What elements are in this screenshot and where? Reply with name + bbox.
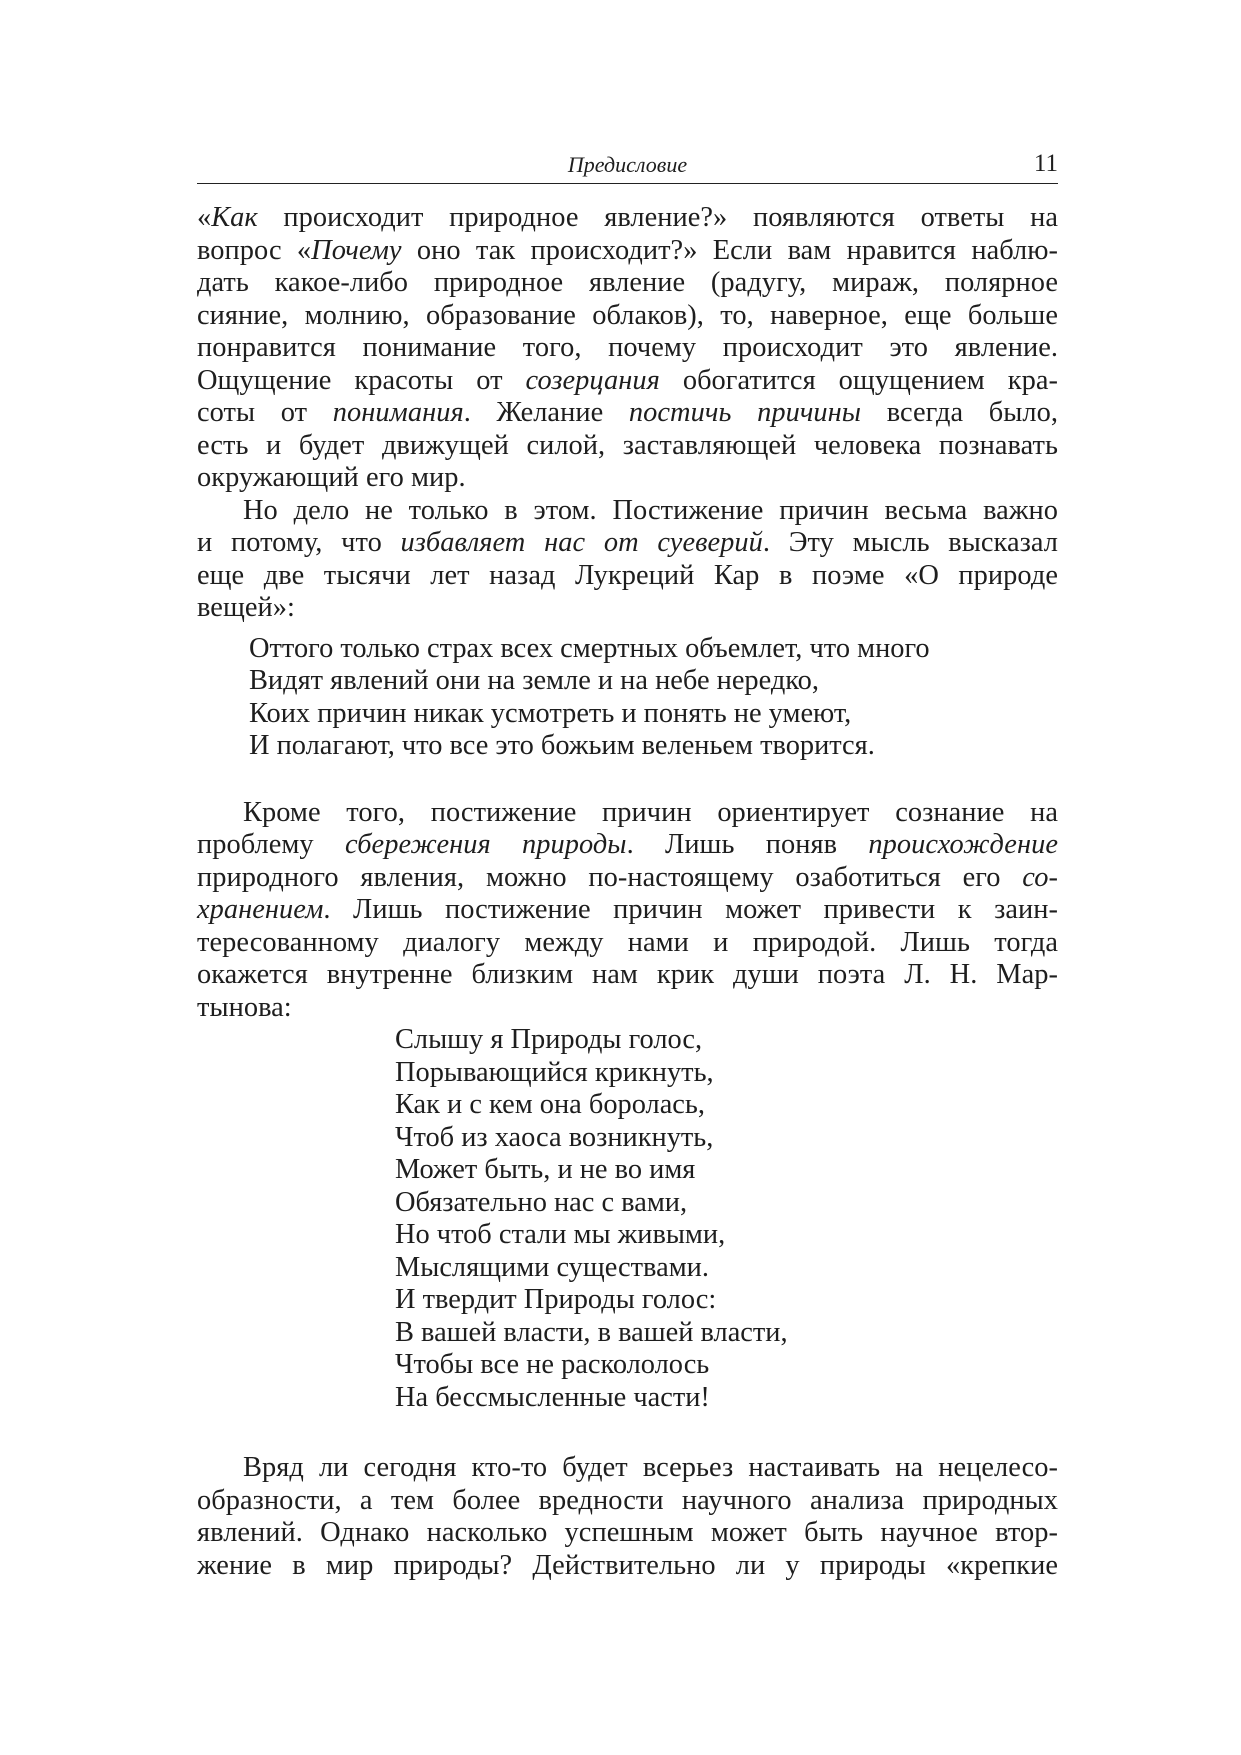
text-line xyxy=(197,797,1058,830)
text-line xyxy=(197,959,1058,992)
text-line xyxy=(197,927,1058,960)
text-line xyxy=(197,829,1058,862)
text-run: еще две тысячи лет назад Лукреций Кар в поэме «О природе xyxy=(197,559,1058,591)
text-line xyxy=(197,1550,1058,1583)
text-line xyxy=(197,332,1058,365)
verse-martynov xyxy=(395,1024,1058,1414)
text-line xyxy=(197,1452,1058,1485)
paragraph-4 xyxy=(197,1452,1058,1582)
text-line xyxy=(197,992,1058,1025)
verse-line: И полагают, что все это божьим веленьем творится. xyxy=(249,730,875,761)
text-line xyxy=(197,365,1058,398)
verse-line: В вашей власти, в вашей власти, xyxy=(395,1316,788,1348)
text-line xyxy=(197,560,1058,593)
text-run: явлений. Однако насколько успешным может быть научное втор- xyxy=(197,1517,1058,1548)
running-header xyxy=(197,150,1058,184)
text-line xyxy=(197,894,1058,927)
text-run: есть и будет движущей силой, заставляющей человека познавать xyxy=(197,429,1058,461)
text-line xyxy=(197,397,1058,430)
text-line xyxy=(197,527,1058,560)
text-run: . Лишь поняв xyxy=(626,829,869,860)
text-run: проблему xyxy=(197,829,345,860)
verse-lucretius xyxy=(249,633,1058,763)
text-line xyxy=(197,235,1058,268)
text-run: происхождение xyxy=(868,829,1058,860)
paragraph-3 xyxy=(197,797,1058,1025)
spacer xyxy=(197,1414,1058,1452)
text-run: . Лишь постижение причин может привести к заин- xyxy=(323,894,1058,925)
text-run: жение в мир природы? Действительно ли у природы «крепкие xyxy=(197,1549,1058,1581)
text-run: дать какое-либо природное явление (радугу, мираж, полярное xyxy=(197,267,1058,298)
text-run: тересованному диалогу между нами и природой. Лишь тогда xyxy=(197,926,1058,958)
verse-line: На бессмысленные части! xyxy=(395,1381,710,1413)
text-line xyxy=(197,1517,1058,1550)
verse-line: Коих причин никак усмотреть и понять не умеют, xyxy=(249,697,852,729)
text-line xyxy=(197,1485,1058,1518)
text-run: . Эту мысль высказал xyxy=(762,527,1058,558)
text-run: природного явления, можно по-настоящему озаботиться его xyxy=(197,861,1023,893)
text-line xyxy=(197,267,1058,300)
book-page xyxy=(197,150,1058,1582)
paragraph-2 xyxy=(197,495,1058,625)
text-line xyxy=(197,202,1058,235)
verse-line: Обязательно нас с вами, xyxy=(395,1186,688,1218)
page-number: 11 xyxy=(1033,150,1058,177)
verse-line: Чтоб из хаоса возникнуть, xyxy=(395,1121,714,1153)
text-run: понравится понимание того, почему происходит это явление. xyxy=(197,332,1058,363)
text-run: Ощущение красоты от xyxy=(197,364,526,396)
text-line xyxy=(197,430,1058,463)
verse-line: Видят явлений они на земле и на небе нередко, xyxy=(249,665,819,696)
page-body xyxy=(197,202,1058,1582)
text-run: понимания xyxy=(332,397,464,428)
text-run: соты от xyxy=(197,397,333,428)
text-run: со- xyxy=(1022,861,1058,893)
text-run: хранением xyxy=(197,894,324,925)
text-run: Вряд ли сегодня кто-то будет всерьез настаивать на нецелесо- xyxy=(243,1452,1058,1483)
text-run: вопрос « xyxy=(197,234,312,266)
text-run: оно так происходит?» Если вам нравится наблю- xyxy=(401,234,1058,266)
text-run: обогатится ощущением кра- xyxy=(659,364,1059,396)
text-run: образности, а тем более вредности научного анализа природных xyxy=(197,1484,1058,1516)
text-line xyxy=(197,495,1058,528)
text-line xyxy=(197,300,1058,333)
spacer xyxy=(197,763,1058,797)
verse-line: Как и с кем она боролась, xyxy=(395,1089,705,1120)
text-run: постичь причины xyxy=(628,397,862,428)
paragraph-1 xyxy=(197,202,1058,495)
running-header-title: Предисловие xyxy=(567,152,688,177)
text-run: сбережения природы xyxy=(344,829,627,860)
text-run: окружающий его мир. xyxy=(197,462,466,493)
verse-line: Но чтоб стали мы живыми, xyxy=(395,1219,726,1250)
text-run: и потому, что xyxy=(197,527,401,558)
text-line xyxy=(197,462,1058,495)
verse-line: Оттого только страх всех смертных объемлет, что много xyxy=(249,632,930,664)
verse-line: Чтобы все не раскололось xyxy=(395,1349,710,1380)
text-run: Как xyxy=(211,202,258,233)
text-run: окажется внутренне близким нам крик души поэта Л. Н. Мар- xyxy=(197,959,1058,990)
verse-line: И твердит Природы голос: xyxy=(395,1284,717,1315)
text-line xyxy=(197,592,1058,625)
verse-line: Порывающийся крикнуть, xyxy=(395,1056,714,1088)
text-line xyxy=(197,862,1058,895)
text-run: созерцания xyxy=(525,364,660,396)
text-run: « xyxy=(197,202,212,233)
text-run: сияние, молнию, образование облаков), то, наверное, еще больше xyxy=(197,299,1058,331)
text-run: происходит природное явление?» появляются ответы на xyxy=(257,202,1058,233)
text-run: вещей»: xyxy=(197,592,295,623)
text-run: избавляет нас от суеверий xyxy=(400,527,763,558)
text-run: всегда было, xyxy=(861,397,1059,428)
verse-line: Может быть, и не во имя xyxy=(395,1154,696,1185)
text-run: . Желание xyxy=(463,397,629,428)
verse-line: Слышу я Природы голос, xyxy=(395,1024,703,1055)
text-run: Но дело не только в этом. Постижение причин весьма важно xyxy=(243,494,1058,526)
text-run: Кроме того, постижение причин ориентирует сознание на xyxy=(243,796,1058,828)
text-run: Почему xyxy=(311,234,402,266)
verse-line: Мыслящими существами. xyxy=(395,1251,709,1283)
text-run: тынова: xyxy=(197,991,292,1023)
